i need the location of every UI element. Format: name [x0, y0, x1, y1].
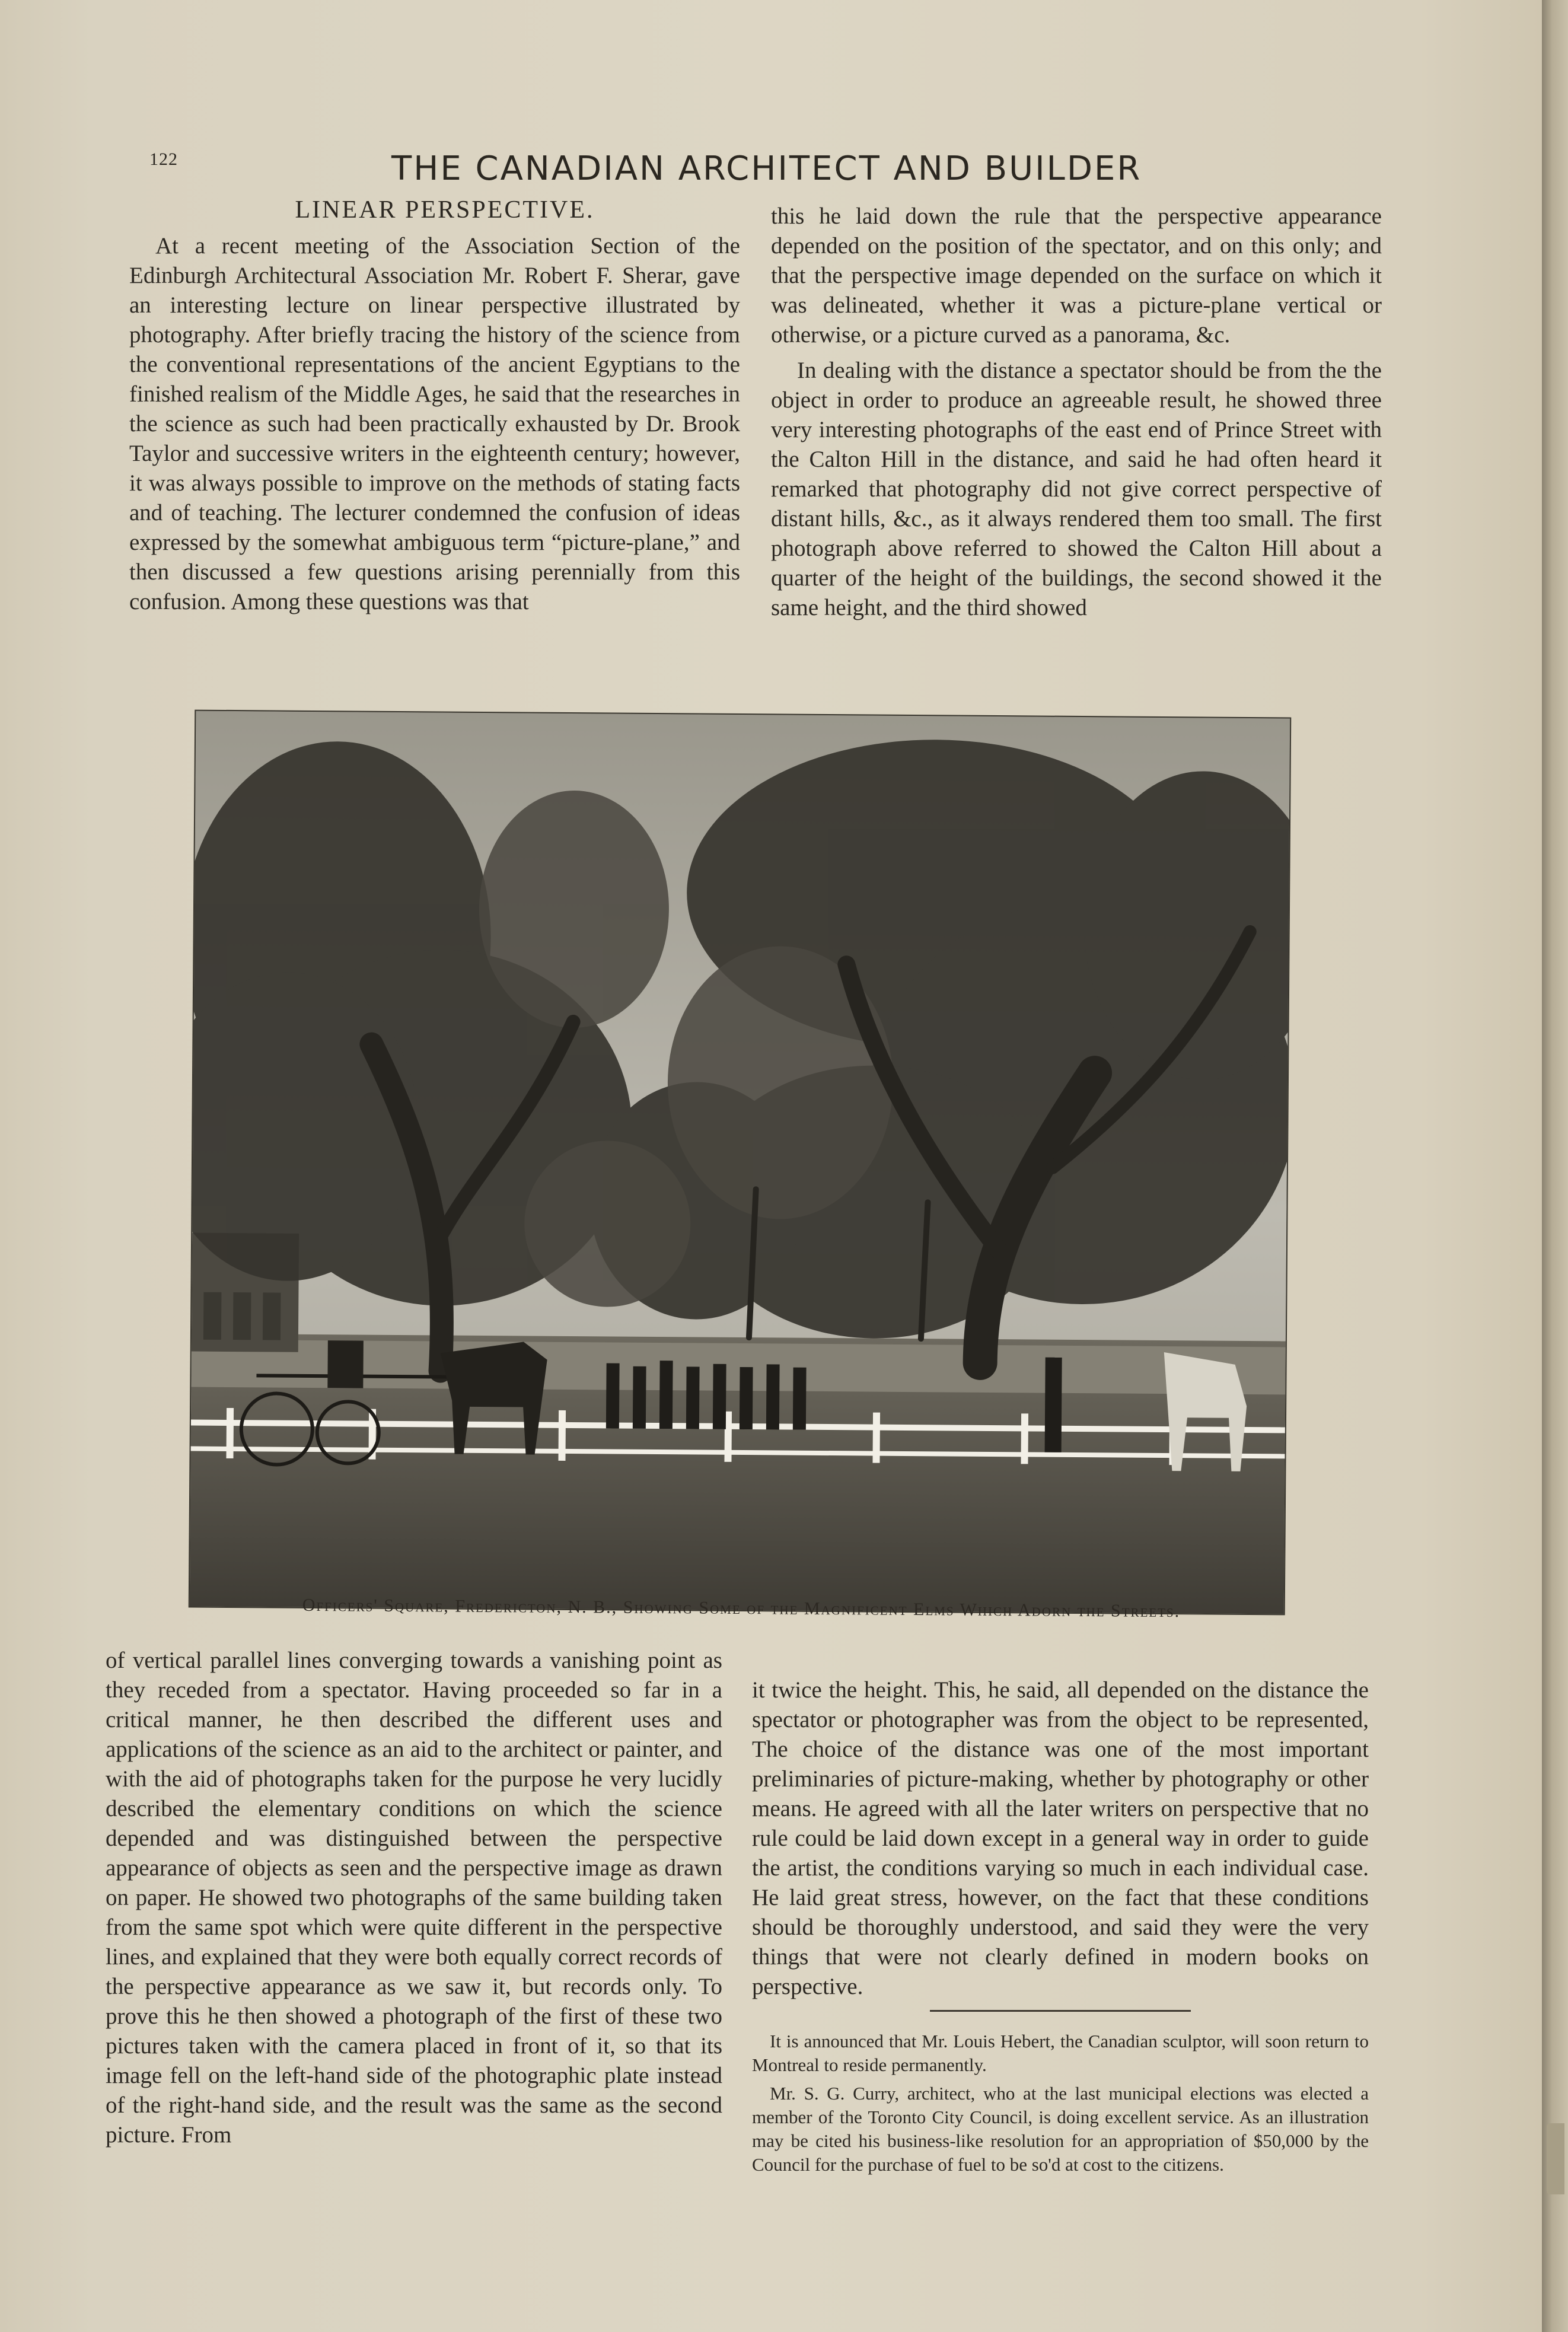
column-top-right	[771, 202, 1382, 629]
masthead-title: THE CANADIAN ARCHITECT AND BUILDER	[391, 149, 1142, 188]
paragraph: In dealing with the distance a spectator should be from the the object in order to produce an agreeable result, he showed three very interesting photographs of the east end of Prince Street with the Calton Hill in the distance, and said he had often heard it remarked that photography did not give correct perspective of distant hills, &c., as it always rendered them too small. The first photograph above referred to showed the Calton Hill about a quarter of the height of the buildings, the second showed it the same height, and the third showed	[771, 358, 1382, 620]
paragraph: of vertical parallel lines converging towards a vanishing point as they receded from a spectator. Having proceeded so far in a critical manner, he then described the different uses and applications of the science as an aid to the architect or painter, and with the aid of photographs taken for the purpose he very lucidly described the elementary conditions on which the science depended and was distinguished between the perspective appearance of objects as seen and the perspective image as drawn on paper. He showed two photographs of the same building taken from the same spot which were quite different in the perspective lines, and explained that they were both equally correct records of the perspective appearance as we saw it, but records only. To prove this he then showed a photograph of the first of these two pictures taken with the camera placed in front of it, so that its image fell on the left-hand side of the photographic plate instead of the right-hand side, and the result was the same as the second picture. From	[106, 1648, 722, 2148]
halftone-photograph	[190, 711, 1290, 1614]
page-edge-tab	[1547, 2123, 1564, 2194]
column-top-left	[129, 231, 740, 623]
section-divider	[930, 2010, 1191, 2012]
article-title: LINEAR PERSPECTIVE.	[295, 196, 595, 224]
news-note: Mr. S. G. Curry, architect, who at the last municipal elections was elected a member of the Toronto City Council, is doing excellent service. As an illustration may be cited his business-like resolution for an appropriation of $50,000 by the Council for the purchase of fuel to be so'd at cost to the citizens.	[752, 2083, 1369, 2175]
news-note: It is announced that Mr. Louis Hebert, the Canadian sculptor, will soon return to Montreal to reside permanently.	[752, 2031, 1369, 2075]
paragraph: At a recent meeting of the Association Section of the Edinburgh Architectural Association Mr. Robert F. Sherar, gave an interesting lecture on linear perspective illustrated by photography. After briefly tracing the history of the science from the conventional representations of the ancient Egyptians to the finished realism of the Middle Ages, he said that the researches in the science as such had been practically exhausted by Dr. Brook Taylor and successive writers in the eighteenth century; however, it was always possible to improve on the methods of stating facts and of teaching. The lecturer condemned the confusion of ideas expressed by the somewhat ambiguous term “picture-plane,” and then discussed a few questions arising perennially from this confusion. Among these questions was that	[129, 233, 740, 614]
column-bottom-right	[752, 1675, 1369, 2181]
paragraph: it twice the height. This, he said, all depended on the distance the spectator or photographer was from the object to be represented, The choice of the distance was one of the most important preliminaries of picture-making, whether by photography or other means. He agreed with all the later writers on perspective that no rule could be laid down except in a general way in order to guide the artist, the conditions varying so much in each individual case. He laid great stress, however, on the fact that these conditions should be thoroughly understood, and said they were the very things that were not clearly defined in modern books on perspective.	[752, 1677, 1369, 1999]
news-notes	[752, 2030, 1369, 2177]
photo-caption: Officers' Square, Fredericton, N. B., Showing Some of the Magnificent Elms Which Adorn the Streets.	[302, 1595, 1181, 1621]
photo-illustration	[190, 711, 1290, 1614]
binding-gutter	[1542, 0, 1568, 2332]
page-number: 122	[149, 149, 178, 169]
paragraph: this he laid down the rule that the perspective appearance depended on the position of the spectator, and on this only; and that the perspective image depended on the surface on which it was delineated, whether it was a picture-plane vertical or otherwise, or a picture curved as a panorama, &c.	[771, 203, 1382, 348]
column-bottom-left	[106, 1646, 722, 2156]
